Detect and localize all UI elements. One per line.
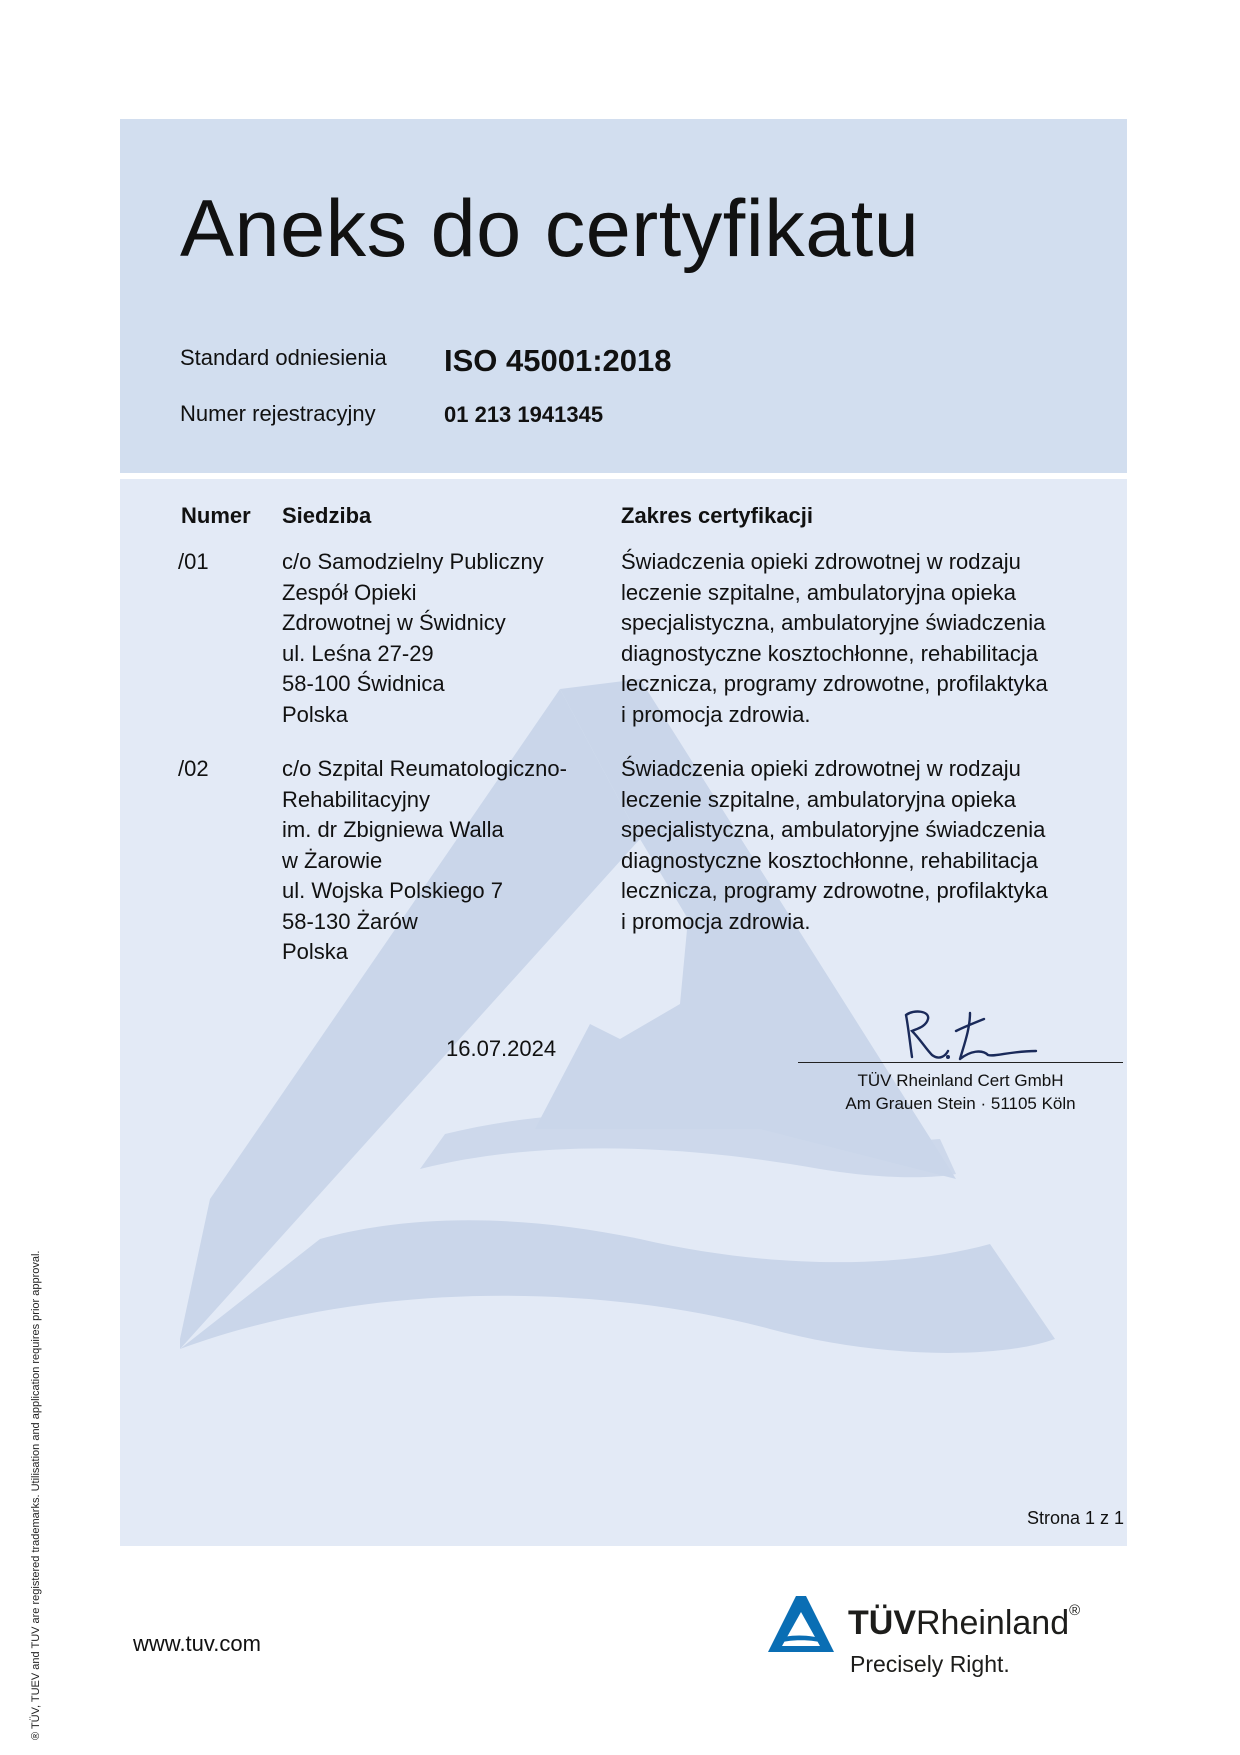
row-number: /01	[178, 549, 209, 574]
registration-label: Numer rejestracyjny	[180, 401, 376, 426]
standard-label: Standard odniesienia	[180, 345, 387, 370]
row-site: c/o Samodzielny Publiczny Zespół Opieki Zdrowotnej w Świdnicy ul. Leśna 27-29 58-100 Świdnica Polska	[282, 549, 544, 727]
column-header-scope: Zakres certyfikacji	[621, 503, 814, 528]
page-number: Strona 1 z 1	[1026, 1508, 1124, 1528]
row-scope: Świadczenia opieki zdrowotnej w rodzaju leczenie szpitalne, ambulatoryjna opieka specjalistyczna, ambulatoryjne świadczenia diagnostyczne kosztochłonne, rehabilitacja lecznicza, programy zdrowotne, profilaktyka i promocja zdrowia.	[621, 756, 1048, 934]
issuer-address: Am Grauen Stein · 51105 Köln	[845, 1094, 1076, 1113]
registration-value: 01 213 1941345	[444, 402, 604, 427]
signature-icon	[900, 1005, 1040, 1067]
issue-date: 16.07.2024	[446, 1036, 557, 1061]
row-site: c/o Szpital Reumatologiczno- Rehabilitacyjny im. dr Zbigniewa Walla w Żarowie ul. Wojska Polskiego 7 58-130 Żarów Polska	[282, 756, 567, 964]
column-header-number: Numer	[181, 503, 251, 528]
tuv-logo-icon	[766, 1594, 836, 1656]
tuv-slogan: Precisely Right.	[850, 1651, 1010, 1677]
tuv-logo-wordmark: TÜVRheinland®	[848, 1602, 1081, 1642]
issuer-name: TÜV Rheinland Cert GmbH	[857, 1071, 1064, 1090]
website-link[interactable]: www.tuv.com	[133, 1631, 261, 1656]
page-title: Aneks do certyfikatu	[180, 184, 920, 274]
column-header-site: Siedziba	[282, 503, 372, 528]
signature-line	[798, 1062, 1123, 1063]
row-scope: Świadczenia opieki zdrowotnej w rodzaju leczenie szpitalne, ambulatoryjna opieka specjalistyczna, ambulatoryjne świadczenia diagnostyczne kosztochłonne, rehabilitacja lecznicza, programy zdrowotne, profilaktyka i promocja zdrowia.	[621, 549, 1048, 727]
standard-value: ISO 45001:2018	[444, 343, 672, 378]
row-number: /02	[178, 756, 209, 781]
trademark-note: ® TÜV, TUEV and TUV are registered trademarks. Utilisation and application requires prior approval.	[30, 1250, 42, 1740]
